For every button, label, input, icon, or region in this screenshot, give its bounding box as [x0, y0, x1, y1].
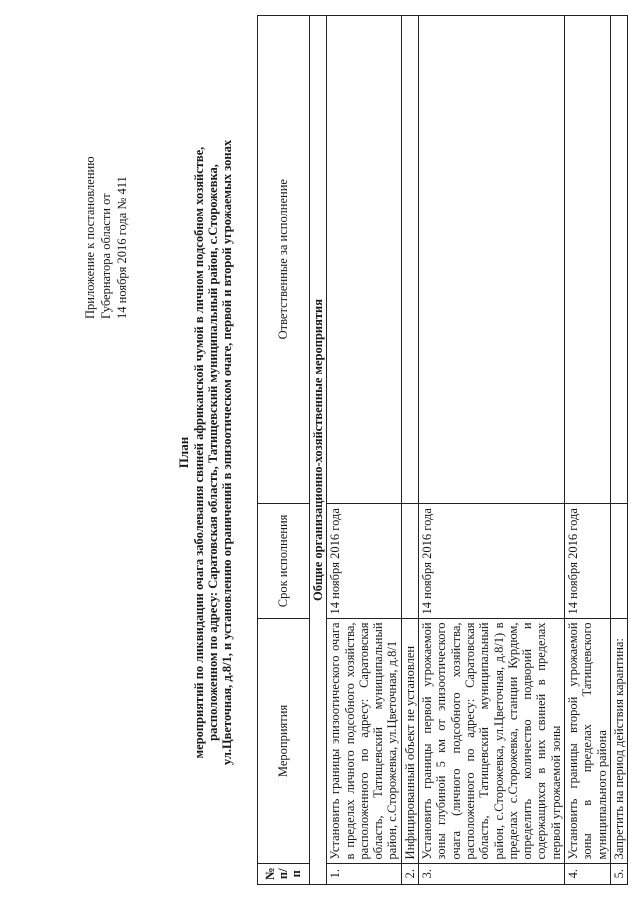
- table-row: [327, 16, 401, 885]
- header-number: № п/п: [258, 864, 310, 885]
- row-responsible: [419, 16, 565, 504]
- row-number: 2.: [401, 864, 418, 885]
- row-measure: Установить границы первой угрожаемой зоны глубиной 5 км от эпизоотического очага (личного подсобного хозяйства, расположенного по адресу: Саратовская область, Татищевский муниципальный район, с.Сторожевка, ул.Цветочная, д.8/1) в пределах с.Сторожевка, станции Курдюм, определить количество подворий и содержащихся в них свиней в пределах первой угрожаемой зоны: [419, 619, 565, 864]
- row-measure: Инфицированный объект не установлен: [401, 619, 418, 864]
- appendix-line-2: Губернатора области от: [99, 193, 113, 319]
- appendix-line-1: Приложение к постановлению: [83, 156, 97, 319]
- header-measures: Мероприятия: [258, 619, 310, 864]
- appendix-line-3: 14 ноября 2016 года № 411: [115, 176, 129, 319]
- row-term: 14 ноября 2016 года: [565, 504, 611, 619]
- measures-table: [257, 15, 628, 885]
- table-row: [565, 16, 611, 885]
- table-header-row: [258, 16, 310, 885]
- heading-line-2: расположенном по адресу: Саратовская область, Татищевский муниципальный район, с.Сторожевка,: [206, 164, 220, 741]
- row-responsible: [610, 16, 627, 504]
- row-term: 14 ноября 2016 года: [419, 504, 565, 619]
- row-responsible: [401, 16, 418, 504]
- row-responsible: [327, 16, 401, 504]
- table-row: [419, 16, 565, 885]
- table-row: [610, 16, 627, 885]
- appendix-note: [82, 156, 130, 319]
- header-term: Срок исполнения: [258, 504, 310, 619]
- row-measure: Установить границы второй угрожаемой зоны в пределах Татищевского муниципального района: [565, 619, 611, 864]
- section-row: [310, 16, 327, 885]
- row-measure: Запретить на период действия карантина:: [610, 619, 627, 864]
- table-row: [401, 16, 418, 885]
- section-title: Общие организационно-хозяйственные мероприятия: [310, 16, 327, 885]
- row-number: 4.: [565, 864, 611, 885]
- heading-line-1: мероприятий по ликвидации очага заболевания свиней африканской чумой в личном подсобном хозяйстве,: [192, 146, 206, 759]
- row-measure: Установить границы эпизоотического очага в пределах личного подсобного хозяйства, расположенного по адресу: Саратовская область, Татищевский муниципальный район, с.Сторожевка, ул.Цветочная, д.8/1: [327, 619, 401, 864]
- row-responsible: [565, 16, 611, 504]
- heading-line-3: ул.Цветочная, д.8/1, и установлению ограничений в эпизоотическом очаге, первой и второй угрожаемых зонах: [220, 139, 234, 766]
- document-title: План: [176, 436, 191, 469]
- header-responsible: Ответственные за исполнение: [258, 16, 310, 504]
- row-number: 1.: [327, 864, 401, 885]
- row-term: 14 ноября 2016 года: [327, 504, 401, 619]
- row-term: [401, 504, 418, 619]
- row-number: 5.: [610, 864, 627, 885]
- document-heading: [177, 0, 234, 905]
- row-term: [610, 504, 627, 619]
- row-number: 3.: [419, 864, 565, 885]
